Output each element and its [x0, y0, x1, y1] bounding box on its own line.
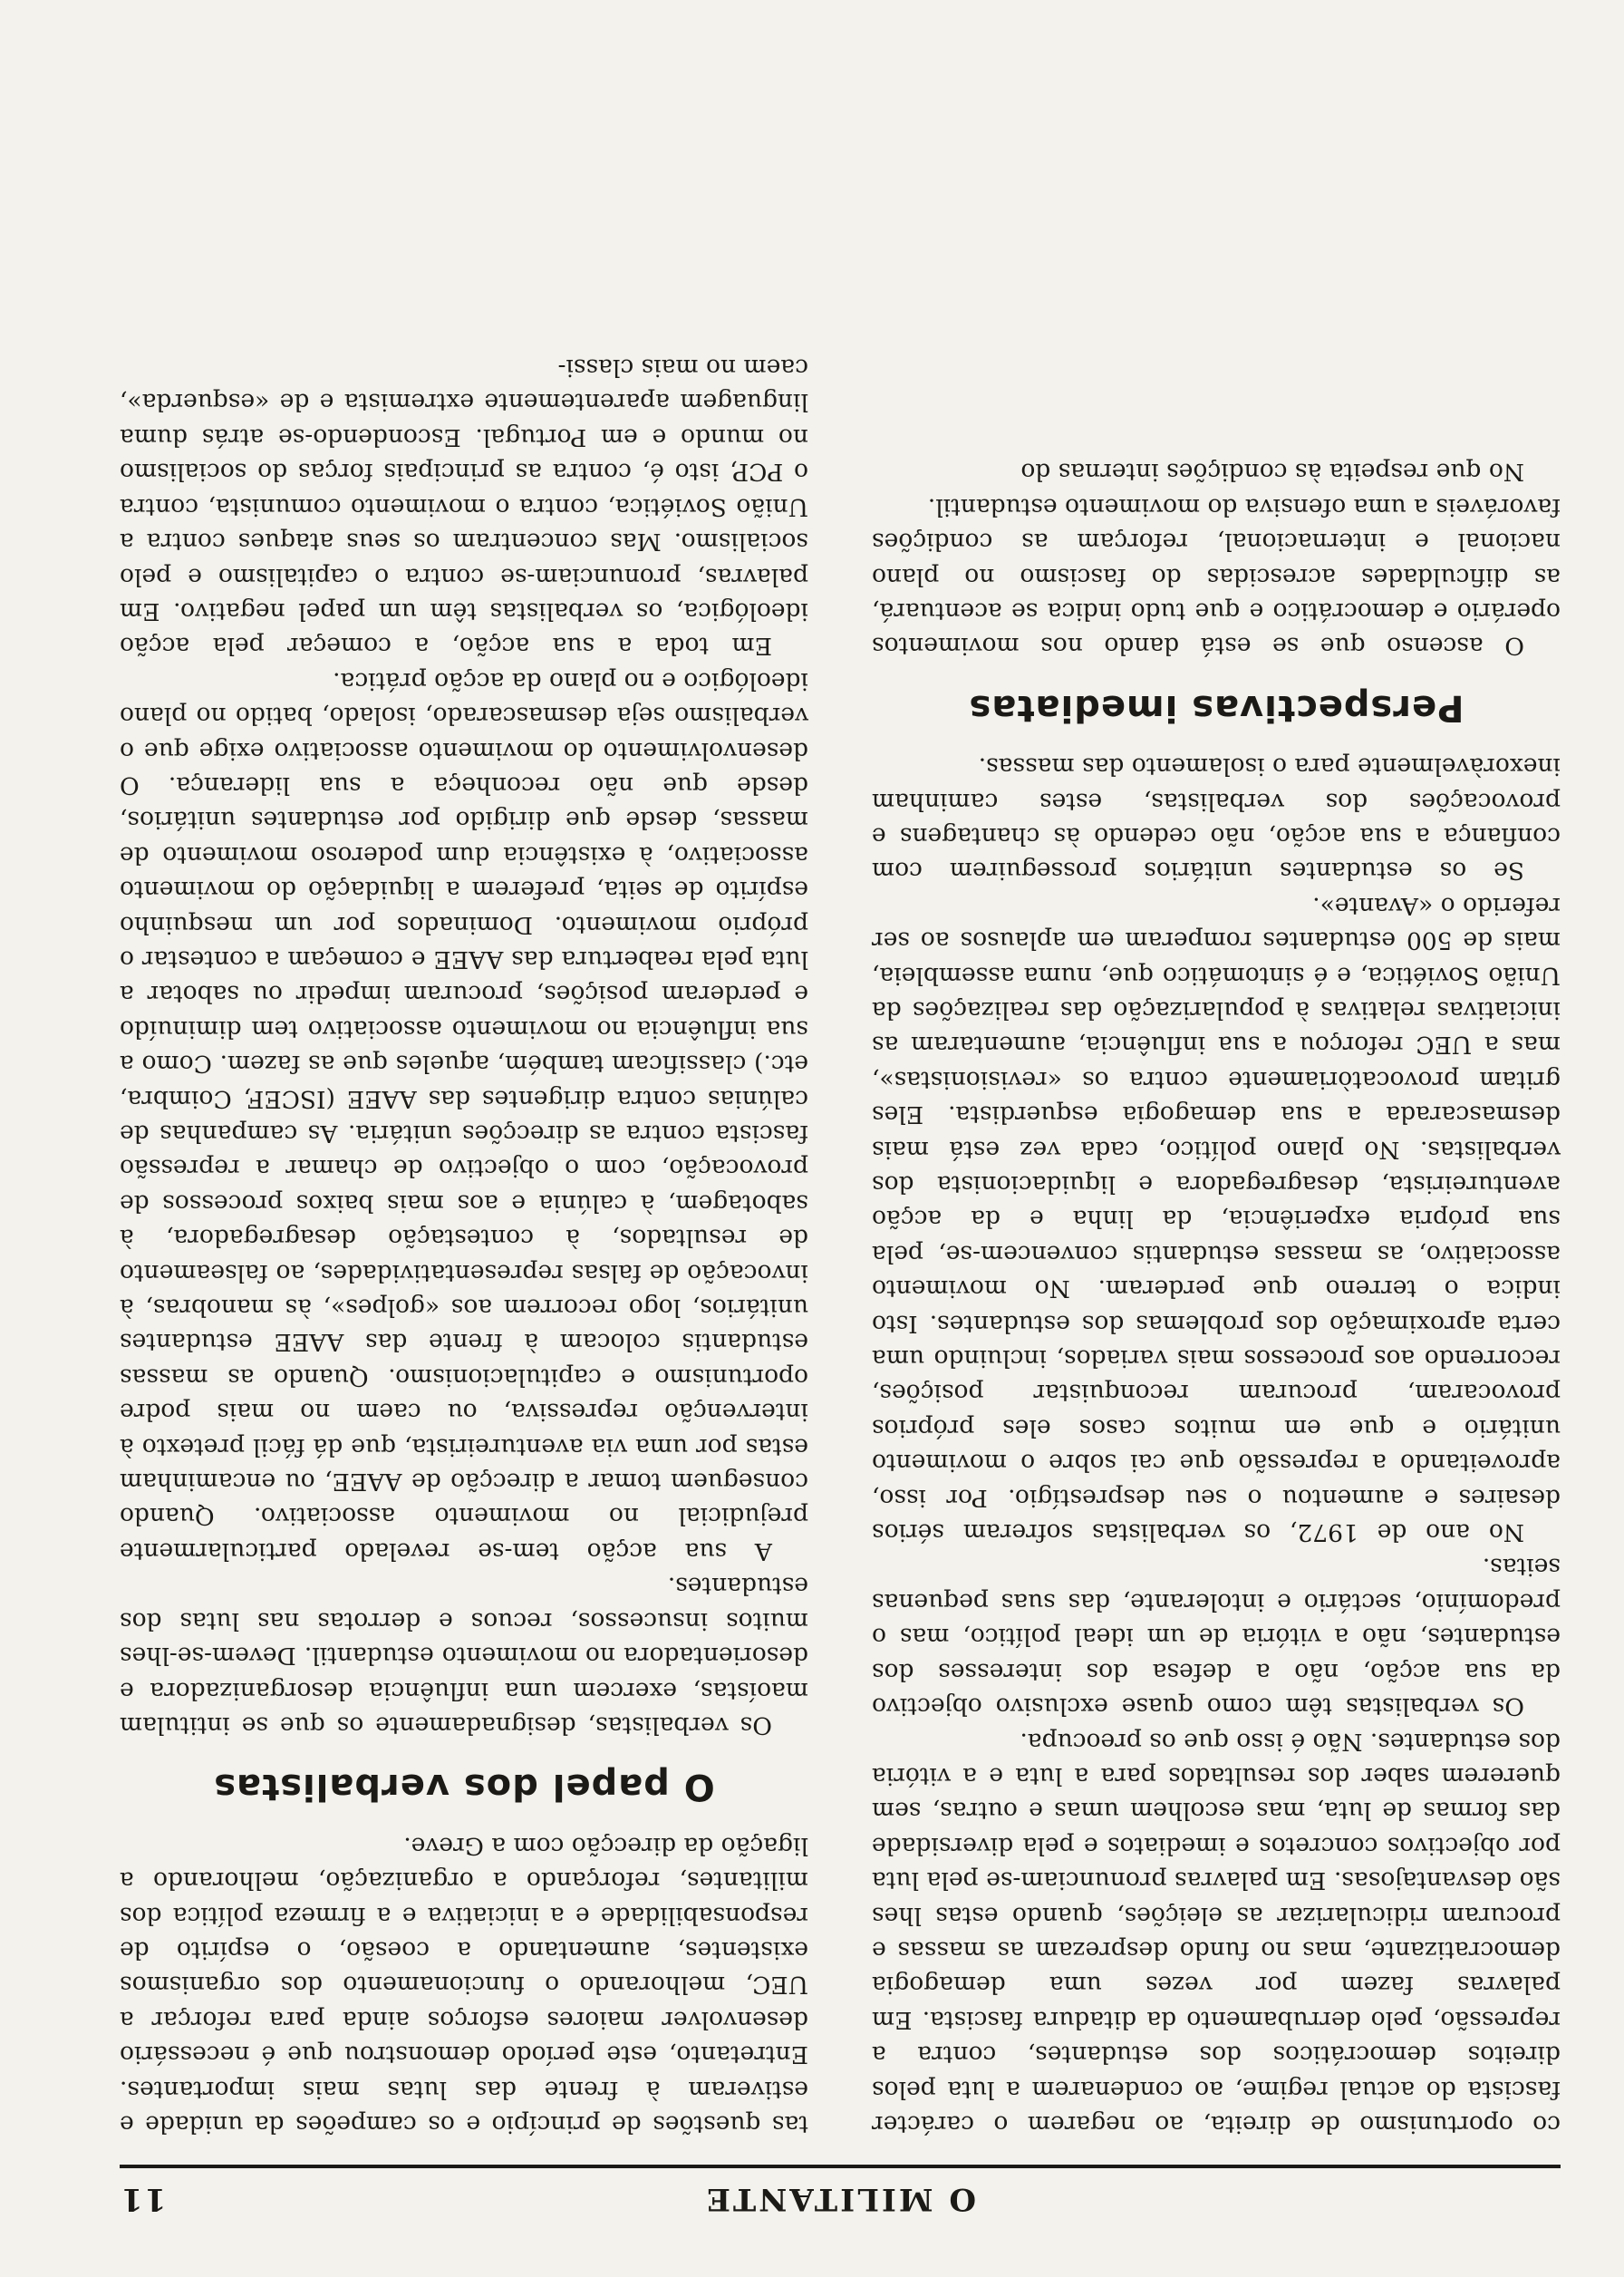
left-column — [872, 454, 1561, 2141]
paragraph: Os verbalistas, designadamente os que se intitulam maoístas, exercem uma influência desorganizadora e desorientadora no movimento estudantil. Devem-se-lhes muitos insucessos, recuos e derrotas nas lutas dos estudantes. — [120, 1572, 808, 1739]
header-rule — [120, 2165, 1561, 2168]
paragraph: Os verbalistas têm como quase exclusivo objectivo da sua acção, não a defesa dos interesses dos estudantes, não a vitória de um ideal político, mas o predomínio, sectário e intolerante, das suas pequenas seitas. — [872, 1553, 1561, 1721]
paragraph: Se os estudantes unitários prosseguirem com confiança a sua acção, não cedendo às chantagens e provocações dos verbalistas, estes caminham inexoràvelmente para o isolamento das massas. — [872, 752, 1561, 886]
page-header — [120, 2174, 1561, 2217]
paragraph: co oportunismo de direita, ao negarem o carácter fascista do actual regime, ao condenarem a luta pelos direitos democráticos dos estudantes, contra a repressão, pelo derrubamento da ditadura fascista. Em palavras fazem por vezes uma demagogia democratizante, mas no fundo desprezam as massas e procuram ridicularizar as eleições, quando estas lhes são desvantajosas. Em palavras pronunciam-se pela luta por objectivos concretos e imediatos e pela diversidade das formas de luta, mas escolhem umas e outras, sem quererem saber dos resultados para a luta e a vitória dos estudantes. Não é isso que os preocupa. — [872, 1727, 1561, 2138]
paragraph: A sua acção tem-se revelado particularmente prejudicial no movimento associativo. Quando conseguem tomar a direcção de AAEE, ou encaminham estas por uma via aventureirista, que dá fácil pretexto à intervenção repressiva, ou caem no mais podre oportunismo e capitulacionismo. Quando as massas estudantis colocam à frente das AAEE estudantes unitários, logo recorrem aos «golpes», às manobras, à invocação de falsas representatividades, ao falseamento de resultados, à contestação desagregadora, à sabotagem, à calúnia e aos mais baixos processos de provocação, com o objectivo de chamar a repressão fascista contra as direcções unitária. As campanhas de calúnias contra dirigentes das AAEE (ISCEF, Coimbra, etc.) classificam também, aqueles que as fazem. Como a sua influência no movimento associativo tem diminuído e perderam posições, procuram impedir ou sabotar a luta pela reabertura das AAEE e começam a contestar o próprio movimento. Dominados por um mesquinho espírito de seita, preferem a liquidação do movimento associativo, à existência dum poderoso movimento de massas, desde que dirigido por estudantes unitários, desde que não reconheça a sua liderança. O desenvolvimento do movimento associativo exige que o verbalismo seja desmascarado, isolado, batido no plano ideológico e no plano da acção prática. — [120, 666, 808, 1565]
paragraph: No ano de 1972, os verbalistas sofreram sérios desaires e aumentou o seu desprestígio. Por isso, aproveitando a repressão que cai sobre o movimento unitário e que em muitos casos eles próprios provocaram, procuram reconquistar posições, recorrendo aos processos mais variados, incluindo uma certa aproximação dos problemas dos estudantes. Isto indica o terreno que perderam. No movimento associativo, as massas estudantis convencem-se, pela sua própria experiência, da linha e da acção aventureirista, desagregadora e liquidacionista dos verbalistas. No plano político, cada vez está mais desmascarada a sua demagogia esquerdista. Eles gritam provocatòriamente contra os «revisionistas», mas a UEC reforçou a sua influência, aumentaram as iniciativas relativas à popularização das realizações da União Soviética, e é sintomático que, numa assembleia, mais de 500 estudantes romperam em aplausos ao ser referido o «Avante». — [872, 891, 1561, 1547]
paragraph: tas questões de princípio e os campeões da unidade e estiveram à frente das lutas mais importantes. Entretanto, este período demonstrou que é necessário desenvolver maiores esforços ainda para reforçar a UEC, melhorando o funcionamento dos organismos existentes, aumentando a coesão, o espírito de responsabilidade e a iniciativa e a firmeza política dos militantes, reforçando a organização, melhorando a ligação da direcção com a Greve. — [120, 1831, 808, 2138]
section-heading-verbalistas — [120, 1766, 808, 1808]
section-heading-text: O papel dos verbalistas — [213, 1766, 715, 1808]
paragraph: O ascenso que se está dando nos movimentos operário e democrático e que tudo indica se acentuará, as dificuldades acrescidas do fascismo no plano nacional e internacional, reforçam as condições favoráveis a uma ofensiva do movimento estudantil. — [872, 492, 1561, 661]
paragraph: No que respeita às condições internas do — [1020, 458, 1524, 487]
paragraph: Em toda a sua acção, a começar pela acção ideológica, os verbalistas têm um papel negativo. Em palavras, pronunciam-se contra o capitalismo e pelo socialismo. Mas concentram os seus ataques contra a União Soviética, contra o movimento comunista, contra o PCP, isto é, contra as principais forças do socialismo no mundo e em Portugal. Escondendo-se atrás duma linguagem aparentemente extremista e de «esquerda», caem no mais classi- — [120, 354, 808, 661]
page-number: 11 — [120, 2181, 167, 2217]
publication-title: O MILITANTE — [704, 2181, 976, 2217]
section-heading-perspectivas: Perspectivas imediatas — [968, 686, 1464, 729]
right-column — [120, 350, 808, 2141]
